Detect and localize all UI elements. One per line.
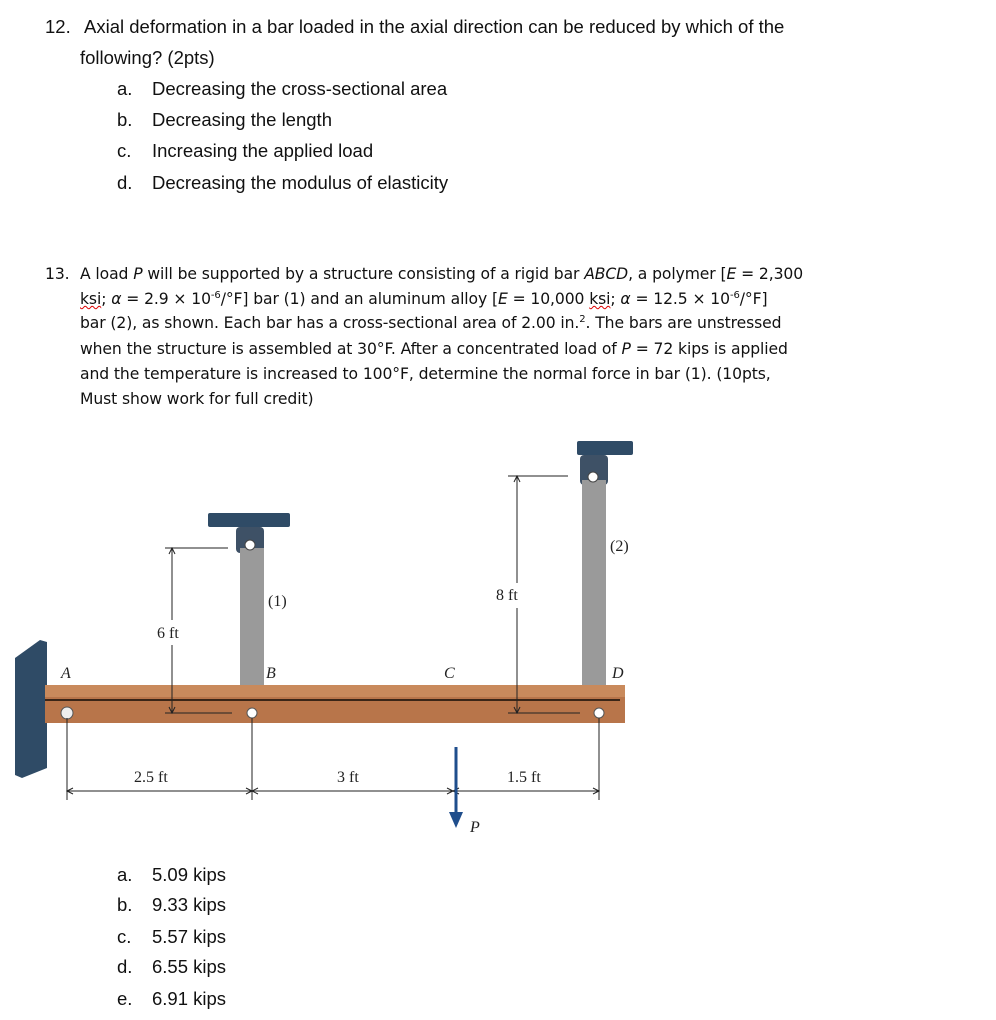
q13-stem-text: A load	[80, 265, 134, 283]
q13-stem-text: ksi	[589, 290, 611, 308]
q13-option-e-letter: e.	[117, 988, 133, 1009]
q13-number: 13.	[45, 265, 70, 283]
q13-stem-text: = 10,000	[507, 290, 590, 308]
q13-stem-text: /°F] bar (1) and an aluminum alloy [	[220, 290, 498, 308]
beam-flange	[45, 685, 625, 697]
q13-stem-text: = 2.9 × 10	[121, 290, 211, 308]
label-point-d: D	[612, 665, 624, 682]
label-point-b: B	[266, 665, 276, 682]
q12-stem: Axial deformation in a bar loaded in the axial direction can be reduced by which of the	[84, 16, 785, 37]
pin-bar1-top	[245, 540, 255, 550]
q12-option-d: Decreasing the modulus of elasticity	[152, 172, 449, 193]
q13-stem-text: P	[133, 265, 143, 283]
bar-2	[582, 480, 606, 690]
q13-option-a: 5.09 kips	[152, 864, 227, 885]
wall-support	[15, 640, 47, 778]
label-load-p: P	[470, 819, 480, 836]
q13-option-e: 6.91 kips	[152, 988, 227, 1009]
q13-stem-text: = 12.5 × 10	[630, 290, 730, 308]
q13-stem-text: P	[621, 340, 631, 358]
q13-option-d: 6.55 kips	[152, 956, 227, 977]
label-point-a: A	[61, 665, 71, 682]
q13-stem-text: 2	[579, 314, 586, 325]
q12-option-a-letter: a.	[117, 78, 133, 99]
label-8ft: 8 ft	[496, 587, 518, 604]
q13-option-d-letter: d.	[117, 956, 133, 977]
q13-option-a-letter: a.	[117, 864, 133, 885]
q13-stem-text: . The bars are unstressed	[585, 314, 782, 332]
q13-stem-text: α	[111, 290, 122, 308]
load-arrow-icon	[449, 747, 463, 828]
q13-stem-text: = 72 kips is applied	[630, 340, 788, 358]
q13-stem-text: ;	[610, 290, 621, 308]
q13-stem-text: will be supported by a structure consisting of a rigid bar	[142, 265, 585, 283]
q13-stem-text: /°F]	[739, 290, 768, 308]
pin-bar2-top	[588, 472, 598, 482]
q12-option-a: Decreasing the cross-sectional area	[152, 78, 448, 99]
dimension-8ft	[508, 476, 580, 713]
q13-stem-text: and the temperature is increased to 100°F, determine the normal force in bar (1). (10pts,	[80, 365, 771, 383]
q13-stem-text: ;	[101, 290, 112, 308]
label-2-5ft: 2.5 ft	[134, 769, 168, 786]
label-3ft: 3 ft	[337, 769, 359, 786]
q12-option-c: Increasing the applied load	[152, 140, 374, 161]
label-point-c: C	[444, 665, 455, 682]
support-1	[208, 513, 290, 527]
q13-stem-text: when the structure is assembled at 30°F. After a concentrated load of	[80, 340, 622, 358]
label-1-5ft: 1.5 ft	[507, 769, 541, 786]
q13-stem-text: ksi	[80, 290, 102, 308]
q12-option-b: Decreasing the length	[152, 109, 332, 130]
q13-stem-text: -6	[729, 290, 740, 301]
q13-option-c-letter: c.	[117, 926, 132, 947]
q13-stem-text: -6	[210, 290, 221, 301]
pin-a	[61, 707, 73, 719]
support-2	[577, 441, 633, 455]
q12-option-b-letter: b.	[117, 109, 133, 130]
q12-stem-cont: following? (2pts)	[80, 47, 215, 68]
q13-stem-text: α	[620, 290, 631, 308]
q13-stem-text: E	[497, 290, 508, 308]
q13-stem-text: ABCD	[584, 265, 629, 283]
q13-stem-text: = 2,300	[736, 265, 804, 283]
q13-stem-text: , a polymer [	[628, 265, 727, 283]
label-bar-1: (1)	[268, 593, 287, 610]
pin-d	[594, 708, 604, 718]
pin-b	[247, 708, 257, 718]
q13-option-b-letter: b.	[117, 894, 133, 915]
label-6ft: 6 ft	[157, 625, 179, 642]
q13-stem-text: E	[726, 265, 737, 283]
q13-stem-text: bar (2), as shown. Each bar has a cross-sectional area of 2.00 in.	[80, 314, 580, 332]
q13-option-b: 9.33 kips	[152, 894, 227, 915]
q12-number: 12.	[45, 16, 71, 37]
q13-option-c: 5.57 kips	[152, 926, 227, 947]
q12-option-c-letter: c.	[117, 140, 132, 161]
q12-option-d-letter: d.	[117, 172, 133, 193]
bar-1	[240, 548, 264, 690]
dimension-horizontal	[67, 718, 599, 800]
q13-stem-text: Must show work for full credit)	[80, 390, 314, 408]
label-bar-2: (2)	[610, 538, 629, 555]
